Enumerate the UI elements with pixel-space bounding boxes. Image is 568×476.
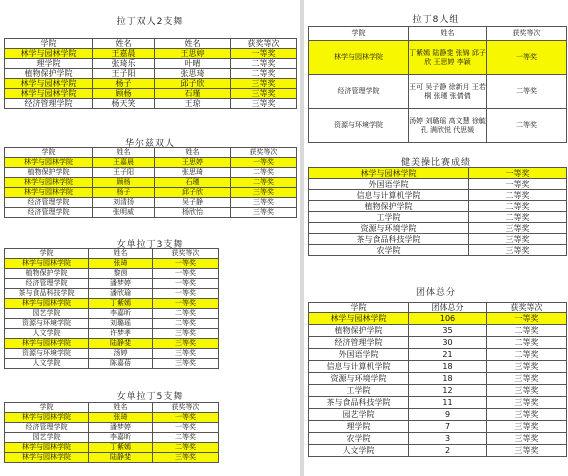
table-cell: 农学院	[309, 433, 409, 445]
table-cell: 林学与园林学院	[5, 49, 93, 59]
header-cell: 姓名	[155, 148, 231, 158]
table-cell: 经济管理学院	[5, 423, 89, 433]
table-cell: 丁紫嫣	[89, 299, 153, 309]
table-row	[309, 109, 567, 143]
table-cell: 理学院	[5, 59, 93, 69]
table-cell: 三等奖	[231, 99, 297, 109]
table-cell: 一等奖	[153, 423, 219, 433]
table-row	[5, 99, 297, 109]
header-cell: 获奖等次	[487, 27, 567, 41]
table-row	[309, 245, 567, 256]
table-cell: 李嘉昕	[89, 433, 153, 443]
table-row	[5, 433, 219, 443]
table-cell: 11	[409, 397, 487, 409]
table-row	[5, 158, 297, 168]
table-body	[5, 158, 297, 218]
table-row	[5, 453, 219, 463]
table-row	[309, 190, 567, 201]
table-cell: 杨子	[93, 188, 155, 198]
table-cell: 三等奖	[231, 89, 297, 99]
table-cell: 刘清扬	[93, 198, 155, 208]
table-cell: 资源与环境学院	[309, 373, 409, 385]
table-cell: 丁紫嫣	[89, 443, 153, 453]
table-cell: 信息与计算机学院	[309, 190, 469, 201]
table-cell: 王琼	[155, 99, 231, 109]
table-cell: 植物保护学院	[5, 269, 89, 279]
table-cell: 二等奖	[231, 59, 297, 69]
table-cell: 三等奖	[231, 79, 297, 89]
table-cell: 三等奖	[153, 329, 219, 339]
table-cell: 林学与园林学院	[309, 168, 469, 179]
table-cell: 植物保护学院	[5, 168, 93, 178]
table-cell: 三等奖	[487, 385, 567, 397]
table-header	[5, 249, 219, 259]
header-cell: 姓名	[89, 249, 153, 259]
header-cell: 姓名	[89, 403, 153, 413]
table-cell: 茶与食品科技学院	[5, 289, 89, 299]
table-cell: 二等奖	[487, 349, 567, 361]
table-header	[5, 148, 297, 158]
table-cell: 邱子欣	[155, 188, 231, 198]
table-cell: 三等奖	[487, 445, 567, 457]
table-row	[5, 329, 219, 339]
table-female-latin-5	[4, 402, 219, 463]
table-row	[309, 373, 567, 385]
table-body	[309, 41, 567, 143]
table-cell: 三等奖	[487, 421, 567, 433]
table-row	[5, 188, 297, 198]
table-cell: 2	[409, 445, 487, 457]
header-cell: 获奖等次	[231, 39, 297, 49]
table-cell: 林学与园林学院	[5, 89, 93, 99]
table-cell: 一等奖	[153, 289, 219, 299]
table-row	[5, 339, 219, 349]
table-cell: 顾杨	[93, 178, 155, 188]
table-cell: 一等奖	[153, 269, 219, 279]
table-title-latin-8-group: 拉丁8人组	[412, 15, 460, 25]
table-cell: 9	[409, 409, 487, 421]
table-header	[5, 39, 297, 49]
table-row	[5, 359, 219, 369]
table-cell: 经济管理学院	[5, 208, 93, 218]
header-cell: 学院	[5, 249, 89, 259]
table-row	[309, 325, 567, 337]
table-row	[5, 349, 219, 359]
header-cell: 获奖等次	[153, 403, 219, 413]
table-cell: 三等奖	[487, 373, 567, 385]
table-cell: 一等奖	[153, 299, 219, 309]
right-sheet	[304, 0, 568, 476]
table-cell: 潘欣瑜	[89, 289, 153, 299]
table-cell: 经济管理学院	[5, 198, 93, 208]
table-cell: 二等奖	[469, 212, 567, 223]
table-cell: 汤婷	[89, 349, 153, 359]
table-cell: 一等奖	[469, 168, 567, 179]
table-cell: 张琦乐	[93, 59, 155, 69]
table-cell: 林学与园林学院	[309, 41, 409, 75]
table-cell: 理学院	[309, 421, 409, 433]
table-cell: 18	[409, 373, 487, 385]
table-cell: 三等奖	[153, 339, 219, 349]
header-cell: 姓名	[93, 39, 155, 49]
table-cell: 王思婷	[155, 158, 231, 168]
table-cell: 石瑾	[155, 89, 231, 99]
table-cell: 吴子静	[155, 198, 231, 208]
table-cell: 王子阳	[93, 168, 155, 178]
header-cell: 学院	[5, 39, 93, 49]
table-cell: 农学院	[309, 245, 469, 256]
table-cell: 邱子欣	[155, 79, 231, 89]
header-cell: 团体总分	[409, 303, 487, 313]
table-cell: 三等奖	[487, 433, 567, 445]
table-header	[309, 27, 567, 41]
table-row	[5, 319, 219, 329]
table-cell: 王思婷	[155, 49, 231, 59]
table-row	[309, 433, 567, 445]
table-row	[5, 69, 297, 79]
header-cell: 获奖等次	[231, 148, 297, 158]
table-waltz-double	[4, 147, 297, 218]
table-row	[309, 75, 567, 109]
table-cell: 王子阳	[93, 69, 155, 79]
table-body	[309, 168, 567, 256]
table-cell: 信息与计算机学院	[309, 361, 409, 373]
table-cell: 经济管理学院	[5, 279, 89, 289]
table-cell: 三等奖	[231, 208, 297, 218]
table-cell: 资源与环境学院	[309, 223, 469, 234]
table-cell: 张思琦	[155, 69, 231, 79]
table-title-waltz-double: 华尔兹双人	[124, 139, 175, 149]
table-cell: 茶与食品科技学院	[309, 397, 409, 409]
table-title-female-latin-3: 女单拉丁3支舞	[116, 240, 184, 250]
table-cell: 外国语学院	[309, 179, 469, 190]
table-cell: 一等奖	[231, 49, 297, 59]
table-row	[309, 421, 567, 433]
table-cell: 人文学院	[5, 329, 89, 339]
table-cell: 资源与环境学院	[5, 319, 89, 329]
table-cell: 外国语学院	[309, 349, 409, 361]
table-cell: 林学与园林学院	[5, 178, 93, 188]
table-cell: 张琦	[89, 413, 153, 423]
table-cell: 林学与园林学院	[5, 188, 93, 198]
table-cell: 7	[409, 421, 487, 433]
table-cell: 丁紫嫣 陆静斐 张锦 邱子欣 王思婷 李颖	[409, 41, 487, 75]
table-cell: 二等奖	[153, 443, 219, 453]
table-cell: 林学与园林学院	[5, 259, 89, 269]
table-cell: 三等奖	[469, 234, 567, 245]
table-cell: 陈嘉蓓	[89, 359, 153, 369]
table-cell: 林学与园林学院	[5, 79, 93, 89]
table-cell: 一等奖	[153, 413, 219, 423]
table-cell: 二等奖	[231, 178, 297, 188]
table-body	[309, 313, 567, 457]
table-team-total	[308, 302, 567, 457]
table-body	[5, 49, 297, 109]
table-cell: 工学院	[309, 385, 409, 397]
table-cell: 张思琦	[155, 168, 231, 178]
table-cell: 林学与园林学院	[309, 313, 409, 325]
table-title-team-total: 团体总分	[415, 288, 456, 298]
table-cell: 人文学院	[309, 445, 409, 457]
table-row	[309, 179, 567, 190]
table-row	[5, 413, 219, 423]
table-cell: 王可 吴子静 徐新月 王若桐 张瑾 张倩倩	[409, 75, 487, 109]
table-row	[5, 299, 219, 309]
table-cell: 人文学院	[5, 359, 89, 369]
table-title-aerobics: 健美操比赛成绩	[400, 158, 471, 168]
table-cell: 二等奖	[487, 337, 567, 349]
table-row	[309, 201, 567, 212]
table-row	[5, 269, 219, 279]
table-cell: 三等奖	[469, 223, 567, 234]
table-cell: 二等奖	[469, 190, 567, 201]
table-cell: 资源与环境学院	[309, 109, 409, 143]
header-cell: 获奖等次	[153, 249, 219, 259]
table-cell: 资源与环境学院	[5, 349, 89, 359]
table-title-female-latin-5: 女单拉丁5支舞	[116, 392, 184, 402]
table-row	[5, 309, 219, 319]
table-cell: 林学与园林学院	[5, 453, 89, 463]
table-row	[5, 49, 297, 59]
table-cell: 经济管理学院	[5, 99, 93, 109]
table-row	[309, 409, 567, 421]
table-cell: 林学与园林学院	[5, 158, 93, 168]
table-row	[309, 168, 567, 179]
table-cell: 二等奖	[153, 433, 219, 443]
table-row	[5, 89, 297, 99]
table-cell: 二等奖	[487, 75, 567, 109]
table-cell: 三等奖	[153, 453, 219, 463]
table-row	[309, 212, 567, 223]
table-cell: 经济管理学院	[309, 75, 409, 109]
table-header	[5, 403, 219, 413]
table-cell: 21	[409, 349, 487, 361]
table-cell: 106	[409, 313, 487, 325]
table-row	[309, 385, 567, 397]
table-cell: 林学与园林学院	[5, 413, 89, 423]
table-row	[5, 259, 219, 269]
table-cell: 林学与园林学院	[5, 299, 89, 309]
header-cell: 获奖等次	[487, 303, 567, 313]
table-cell: 三等奖	[231, 188, 297, 198]
table-cell: 一等奖	[469, 179, 567, 190]
table-cell: 植物保护学院	[309, 325, 409, 337]
table-row	[5, 443, 219, 453]
table-cell: 二等奖	[153, 309, 219, 319]
table-cell: 三等奖	[487, 361, 567, 373]
table-row	[309, 41, 567, 75]
table-title-latin-double-2: 拉丁双人2支舞	[116, 17, 184, 27]
table-cell: 二等奖	[487, 325, 567, 337]
table-body	[5, 259, 219, 369]
table-row	[309, 349, 567, 361]
table-row	[5, 208, 297, 218]
table-row	[309, 445, 567, 457]
table-cell: 35	[409, 325, 487, 337]
table-cell: 陆静斐	[89, 339, 153, 349]
table-row	[5, 289, 219, 299]
table-row	[309, 361, 567, 373]
table-cell: 刘璐瑶	[89, 319, 153, 329]
table-cell: 张琦	[89, 259, 153, 269]
table-cell: 园艺学院	[5, 309, 89, 319]
table-cell: 三等奖	[469, 245, 567, 256]
table-cell: 工学院	[309, 212, 469, 223]
table-cell: 王嘉晨	[93, 49, 155, 59]
table-row	[5, 178, 297, 188]
table-cell: 二等奖	[469, 201, 567, 212]
table-cell: 林学与园林学院	[5, 339, 89, 349]
table-row	[309, 397, 567, 409]
header-cell: 学院	[309, 303, 409, 313]
table-latin-8-group	[308, 26, 567, 143]
table-row	[5, 279, 219, 289]
table-row	[5, 79, 297, 89]
table-cell: 张明威	[93, 208, 155, 218]
table-cell: 陆静斐	[89, 453, 153, 463]
table-body	[5, 413, 219, 463]
table-row	[5, 423, 219, 433]
header-cell: 学院	[5, 403, 89, 413]
table-aerobics	[308, 167, 567, 256]
header-cell: 姓名	[155, 39, 231, 49]
table-cell: 黎茵	[89, 269, 153, 279]
table-cell: 潘梦婷	[89, 279, 153, 289]
table-cell: 杨欣怡	[155, 208, 231, 218]
table-cell: 三等奖	[487, 409, 567, 421]
table-cell: 杨天笑	[93, 99, 155, 109]
table-cell: 二等奖	[231, 69, 297, 79]
table-cell: 二等奖	[153, 319, 219, 329]
table-cell: 园艺学院	[5, 433, 89, 443]
table-cell: 经济管理学院	[309, 337, 409, 349]
table-cell: 顾杨	[93, 89, 155, 99]
table-cell: 植物保护学院	[5, 69, 93, 79]
table-header	[309, 303, 567, 313]
table-cell: 一等奖	[153, 259, 219, 269]
table-row	[5, 168, 297, 178]
table-cell: 一等奖	[487, 313, 567, 325]
table-cell: 植物保护学院	[309, 201, 469, 212]
table-cell: 12	[409, 385, 487, 397]
table-cell: 三等奖	[487, 397, 567, 409]
table-cell: 李嘉昕	[89, 309, 153, 319]
table-row	[309, 313, 567, 325]
table-cell: 二等奖	[487, 109, 567, 143]
header-cell: 学院	[5, 148, 93, 158]
table-row	[309, 223, 567, 234]
table-cell: 林学与园林学院	[5, 443, 89, 453]
table-cell: 三等奖	[153, 349, 219, 359]
table-cell: 王嘉晨	[93, 158, 155, 168]
table-cell: 杨子	[93, 79, 155, 89]
table-cell: 石瑾	[155, 178, 231, 188]
table-row	[309, 234, 567, 245]
table-cell: 二等奖	[231, 168, 297, 178]
header-cell: 姓名	[409, 27, 487, 41]
table-cell: 潘梦婷	[89, 423, 153, 433]
table-cell: 三等奖	[153, 359, 219, 369]
table-cell: 30	[409, 337, 487, 349]
table-cell: 许梦孝	[89, 329, 153, 339]
table-cell: 一等奖	[153, 279, 219, 289]
table-latin-double-2	[4, 38, 297, 109]
header-cell: 学院	[309, 27, 409, 41]
table-cell: 一等奖	[487, 41, 567, 75]
table-cell: 园艺学院	[309, 409, 409, 421]
table-cell: 叶晴	[155, 59, 231, 69]
header-cell: 姓名	[93, 148, 155, 158]
table-row	[5, 198, 297, 208]
table-row	[5, 59, 297, 69]
table-cell: 三等奖	[231, 198, 297, 208]
table-cell: 茶与食品科技学院	[309, 234, 469, 245]
table-cell: 3	[409, 433, 487, 445]
table-row	[309, 337, 567, 349]
table-cell: 一等奖	[231, 158, 297, 168]
table-cell: 18	[409, 361, 487, 373]
table-female-latin-3	[4, 248, 219, 369]
table-cell: 汤婷 刘璐瑶 高文慧 徐毓孔 满欣悦 代思媛	[409, 109, 487, 143]
